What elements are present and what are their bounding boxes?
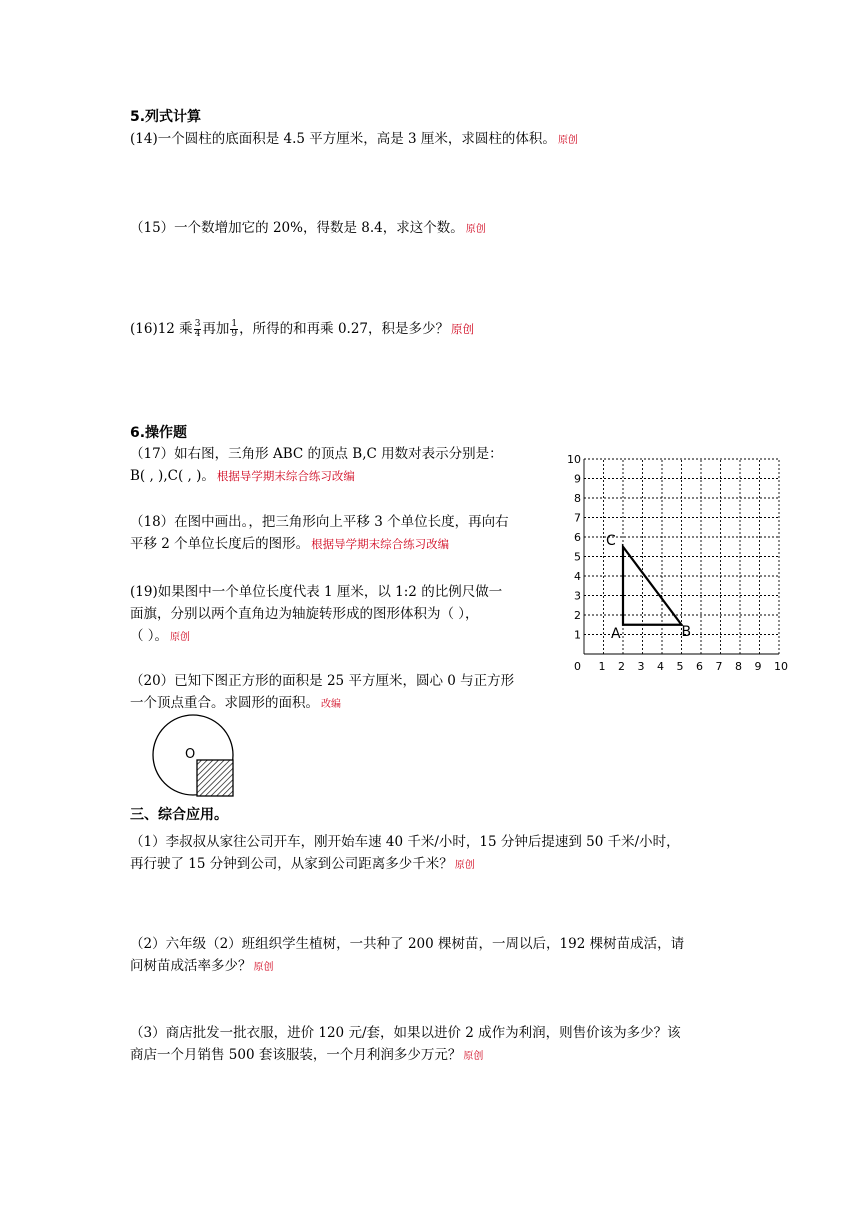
application-question-3-tag: 原创 bbox=[463, 1051, 484, 1062]
question-19-line1: (19)如果图中一个单位长度代表 1 厘米，以 1:2 的比例尺做一 bbox=[130, 584, 503, 600]
question-16-tag: 原创 bbox=[451, 322, 475, 336]
x-tick-label: 7 bbox=[715, 660, 723, 673]
question-20-line1: （20）已知下图正方形的面积是 25 平方厘米，圆心 0 与正方形 bbox=[130, 673, 515, 689]
vertex-label-c: C bbox=[606, 532, 616, 549]
y-axis-labels bbox=[567, 453, 581, 642]
question-16-mid: 再加 bbox=[202, 321, 230, 337]
x-tick-label: 5 bbox=[676, 660, 684, 673]
x-tick-label: 8 bbox=[735, 660, 742, 673]
x-tick-label: 10 bbox=[774, 660, 788, 673]
y-tick-label: 9 bbox=[574, 472, 581, 486]
question-15 bbox=[130, 217, 486, 241]
fraction-3-4 bbox=[194, 320, 202, 339]
question-16 bbox=[130, 316, 474, 342]
y-tick-label: 10 bbox=[567, 453, 581, 466]
question-17-line1: （17）如右图，三角形 ABC 的顶点 B,C 用数对表示分别是： bbox=[130, 446, 503, 462]
triangle-abc bbox=[623, 547, 682, 625]
question-15-text: （15）一个数增加它的 20%，得数是 8.4，求这个数。 bbox=[130, 220, 464, 236]
question-18-tag: 根据导学期末综合练习改编 bbox=[311, 537, 450, 551]
y-tick-label: 1 bbox=[574, 628, 581, 642]
application-question-1 bbox=[130, 831, 680, 877]
application-question-3-line1: （3）商店批发一批衣服，进价 120 元/套，如果以进价 2 成作为利润，则售价该为多少？该 bbox=[130, 1025, 681, 1041]
question-19-tag: 原创 bbox=[170, 632, 191, 643]
question-20 bbox=[130, 670, 514, 716]
vertex-label-b: B bbox=[681, 623, 692, 640]
x-tick-label: 0 bbox=[574, 660, 581, 673]
question-19-line2: 面旗，分别以两个直角边为轴旋转形成的图形体积为（ ）， bbox=[130, 606, 479, 622]
question-19-line3: （ ）。 bbox=[130, 628, 169, 644]
fraction-denominator: 9 bbox=[231, 329, 238, 339]
x-tick-label: 6 bbox=[696, 660, 703, 673]
application-question-2-tag: 原创 bbox=[253, 962, 274, 973]
section-5-title: 5.列式计算 bbox=[130, 109, 202, 125]
y-tick-label: 4 bbox=[574, 570, 581, 583]
question-17-line2: B( , ),C( , )。 bbox=[130, 468, 215, 484]
application-question-1-line2: 再行驶了 15 分钟到公司，从家到公司距离多少千米？ bbox=[130, 856, 453, 872]
y-tick-label: 8 bbox=[574, 492, 581, 505]
application-question-2-line2: 问树苗成活率多少？ bbox=[130, 958, 252, 974]
application-question-3 bbox=[130, 1022, 681, 1068]
y-tick-label: 3 bbox=[574, 589, 581, 603]
question-18-line1: （18）在图中画出。，把三角形向上平移 3 个单位长度，再向右 bbox=[130, 514, 509, 530]
question-16-pre: (16)12 乘 bbox=[130, 321, 193, 337]
x-tick-label: 9 bbox=[754, 660, 762, 673]
y-tick-label: 7 bbox=[574, 511, 581, 525]
section-3-title: 三、综合应用。 bbox=[130, 807, 228, 823]
circle-square-figure bbox=[150, 715, 240, 800]
x-tick-label: 3 bbox=[637, 660, 645, 673]
coordinate-grid-figure bbox=[562, 448, 788, 678]
question-20-tag: 改编 bbox=[321, 699, 341, 710]
x-tick-label: 1 bbox=[598, 660, 606, 673]
question-17-tag: 根据导学期末综合练习改编 bbox=[216, 469, 355, 483]
section-6-title: 6.操作题 bbox=[130, 425, 188, 441]
y-tick-label: 5 bbox=[574, 550, 581, 564]
question-16-post: ，所得的和再乘 0.27，积是多少？ bbox=[239, 321, 450, 337]
question-14 bbox=[130, 128, 578, 152]
question-14-tag: 原创 bbox=[557, 135, 578, 146]
question-15-tag: 原创 bbox=[465, 224, 486, 235]
question-18 bbox=[130, 511, 509, 555]
y-tick-label: 2 bbox=[574, 609, 581, 622]
hatched-square bbox=[197, 760, 233, 796]
fraction-numerator: 3 bbox=[194, 319, 201, 329]
application-question-1-line1: （1）李叔叔从家往公司开车，刚开始车速 40 千米/小时，15 分钟后提速到 50 千米/小时， bbox=[130, 834, 680, 850]
application-question-2 bbox=[130, 933, 684, 979]
fraction-denominator: 4 bbox=[194, 329, 201, 339]
application-question-1-tag: 原创 bbox=[454, 860, 475, 871]
fraction-numerator: 1 bbox=[231, 319, 238, 329]
vertex-label-a: A bbox=[611, 625, 621, 642]
question-20-line2: 一个顶点重合。求圆形的面积。 bbox=[130, 695, 319, 711]
application-question-3-line2: 商店一个月销售 500 套该服装，一个月利润多少万元？ bbox=[130, 1047, 462, 1063]
x-tick-label: 4 bbox=[657, 660, 664, 673]
y-tick-label: 6 bbox=[574, 531, 581, 544]
fraction-1-9 bbox=[230, 320, 238, 339]
x-tick-label: 2 bbox=[618, 660, 625, 673]
center-label-o: O bbox=[185, 747, 196, 762]
question-14-text: (14)一个圆柱的底面积是 4.5 平方厘米，高是 3 厘米，求圆柱的体积。 bbox=[130, 131, 556, 147]
question-19 bbox=[130, 581, 502, 649]
question-18-line2: 平移 2 个单位长度后的图形。 bbox=[130, 536, 310, 552]
application-question-2-line1: （2）六年级（2）班组织学生植树，一共种了 200 棵树苗，一周以后，192 棵树苗成活，请 bbox=[130, 936, 685, 952]
x-axis-labels bbox=[574, 660, 788, 673]
question-17 bbox=[130, 443, 503, 487]
